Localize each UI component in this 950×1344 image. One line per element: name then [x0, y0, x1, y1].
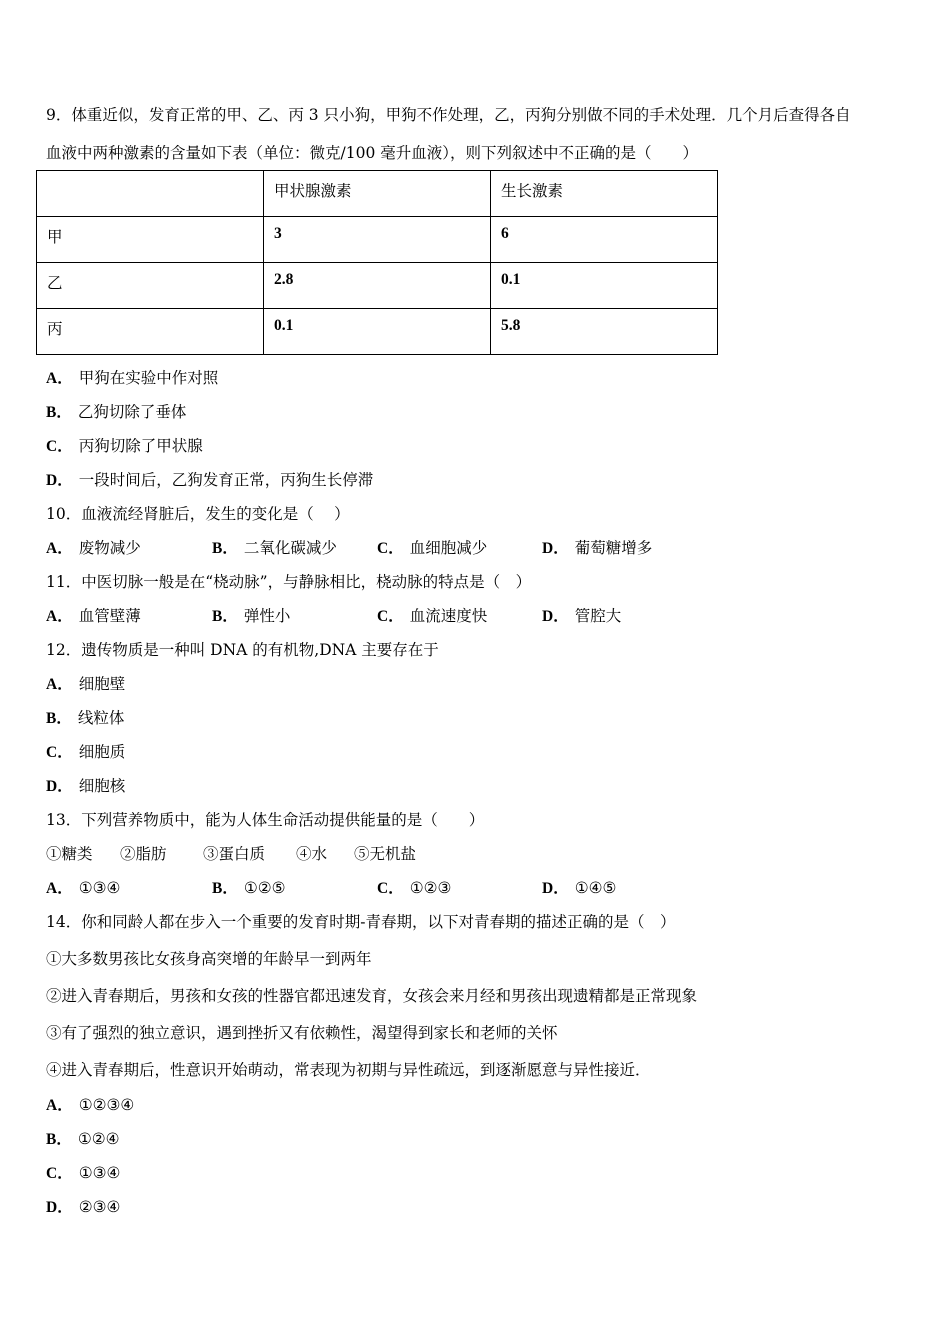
- hormone-table: [36, 170, 718, 355]
- option-text: ①④⑤: [574, 879, 617, 897]
- option-label: D．: [46, 1199, 73, 1216]
- option-text: 管腔大: [574, 607, 622, 625]
- table-cell: 0.1: [491, 263, 718, 309]
- option-label: C．: [46, 438, 73, 455]
- option-text: ②③④: [78, 1198, 121, 1216]
- option-label: D．: [542, 880, 569, 897]
- option-label: D．: [542, 540, 569, 557]
- option-label: A．: [46, 676, 73, 693]
- q12-option-a: [46, 672, 125, 694]
- q11-option-d: [542, 604, 621, 626]
- option-text: 二氧化碳减少: [243, 539, 337, 557]
- option-label: C．: [46, 744, 73, 761]
- option-label: B．: [212, 880, 238, 897]
- q14-statement: ①大多数男孩比女孩身高突增的年龄早一到两年: [46, 950, 372, 968]
- option-label: A．: [46, 370, 73, 387]
- q12-option-d: [46, 774, 125, 796]
- option-label: B．: [46, 1131, 72, 1148]
- option-text: 细胞质: [78, 743, 126, 761]
- q14-option-c: [46, 1161, 120, 1183]
- q14-option-b: [46, 1127, 120, 1149]
- option-label: B．: [212, 540, 238, 557]
- table-cell: 丙: [37, 309, 264, 355]
- table-cell: 0.1: [264, 309, 491, 355]
- q9-stem-line1: 9．体重近似，发育正常的甲、乙、丙 3 只小狗，甲狗不作处理，乙，丙狗分别做不同的手术处理．几个月后查得各自: [46, 106, 851, 124]
- q11-option-a: [46, 604, 141, 626]
- q13-option-a: [46, 876, 120, 898]
- q14-stem: 14．你和同龄人都在步入一个重要的发育时期-青春期，以下对青春期的描述正确的是（ ）: [46, 913, 676, 931]
- q10-stem: 10．血液流经肾脏后，发生的变化是（ ）: [46, 505, 350, 523]
- q13-stem: 13．下列营养物质中，能为人体生命活动提供能量的是（ ）: [46, 811, 485, 829]
- q13-item: ①糖类: [46, 845, 93, 863]
- q14-statement: ②进入青春期后，男孩和女孩的性器官都迅速发育，女孩会来月经和男孩出现遗精都是正常现象: [46, 987, 698, 1005]
- option-text: ①②③④: [78, 1096, 135, 1114]
- option-label: D．: [46, 472, 73, 489]
- table-row: [37, 263, 718, 309]
- q14-option-a: [46, 1093, 134, 1115]
- q10-option-d: [542, 536, 652, 558]
- option-label: A．: [46, 608, 73, 625]
- option-text: 线粒体: [77, 709, 125, 727]
- option-text: ①②④: [77, 1130, 120, 1148]
- table-header-cell: 生长激素: [491, 171, 718, 217]
- table-cell: 乙: [37, 263, 264, 309]
- q10-option-c: [377, 536, 487, 558]
- q13-option-d: [542, 876, 616, 898]
- q9-option-d: [46, 468, 373, 490]
- q11-stem: 11．中医切脉一般是在“桡动脉”，与静脉相比，桡动脉的特点是（ ）: [46, 573, 532, 591]
- option-text: 葡萄糖增多: [574, 539, 653, 557]
- option-label: C．: [377, 608, 404, 625]
- q13-option-c: [377, 876, 451, 898]
- option-text: 丙狗切除了甲状腺: [78, 437, 203, 455]
- q9-option-b: [46, 400, 186, 422]
- option-label: B．: [212, 608, 238, 625]
- option-label: A．: [46, 1097, 73, 1114]
- q10-option-a: [46, 536, 141, 558]
- option-text: 血细胞减少: [409, 539, 488, 557]
- q14-statement: ④进入青春期后，性意识开始萌动，常表现为初期与异性疏远，到逐渐愿意与异性接近．: [46, 1061, 651, 1079]
- q9-stem-line2: 血液中两种激素的含量如下表（单位：微克/100 毫升血液），则下列叙述中不正确的是（ ）: [46, 144, 698, 162]
- q13-option-b: [212, 876, 286, 898]
- option-label: C．: [377, 540, 404, 557]
- q9-option-a: [46, 366, 218, 388]
- option-label: B．: [46, 710, 72, 727]
- option-label: C．: [46, 1165, 73, 1182]
- q13-item: ②脂肪: [120, 845, 167, 863]
- q13-item: ⑤无机盐: [354, 845, 417, 863]
- table-header-row: [37, 171, 718, 217]
- option-text: 细胞壁: [78, 675, 126, 693]
- option-text: 血管壁薄: [78, 607, 141, 625]
- option-text: 血流速度快: [409, 607, 488, 625]
- table-header-cell: [37, 171, 264, 217]
- q12-option-c: [46, 740, 125, 762]
- table-cell: 6: [491, 217, 718, 263]
- option-text: 废物减少: [78, 539, 141, 557]
- option-label: D．: [542, 608, 569, 625]
- q11-option-c: [377, 604, 487, 626]
- q10-option-b: [212, 536, 337, 558]
- option-label: A．: [46, 880, 73, 897]
- option-text: 弹性小: [243, 607, 291, 625]
- table-cell: 3: [264, 217, 491, 263]
- table-cell: 5.8: [491, 309, 718, 355]
- table-row: [37, 217, 718, 263]
- option-label: B．: [46, 404, 72, 421]
- option-label: D．: [46, 778, 73, 795]
- option-text: 一段时间后，乙狗发育正常，丙狗生长停滞: [78, 471, 374, 489]
- q12-option-b: [46, 706, 124, 728]
- q14-option-d: [46, 1195, 120, 1217]
- option-text: ①②⑤: [243, 879, 286, 897]
- q11-option-b: [212, 604, 290, 626]
- option-text: ①③④: [78, 879, 121, 897]
- q13-item: ④水: [296, 845, 328, 863]
- q12-stem: 12．遗传物质是一种叫 DNA 的有机物,DNA 主要存在于: [46, 641, 439, 659]
- table-cell: 2.8: [264, 263, 491, 309]
- q13-item: ③蛋白质: [203, 845, 266, 863]
- option-text: 乙狗切除了垂体: [77, 403, 187, 421]
- table-header-cell: 甲状腺激素: [264, 171, 491, 217]
- option-text: ①②③: [409, 879, 452, 897]
- option-text: ①③④: [78, 1164, 121, 1182]
- option-label: C．: [377, 880, 404, 897]
- table-cell: 甲: [37, 217, 264, 263]
- table-row: [37, 309, 718, 355]
- option-text: 细胞核: [78, 777, 126, 795]
- option-label: A．: [46, 540, 73, 557]
- q14-statement: ③有了强烈的独立意识，遇到挫折又有依赖性，渴望得到家长和老师的关怀: [46, 1024, 558, 1042]
- q9-option-c: [46, 434, 203, 456]
- option-text: 甲狗在实验中作对照: [78, 369, 219, 387]
